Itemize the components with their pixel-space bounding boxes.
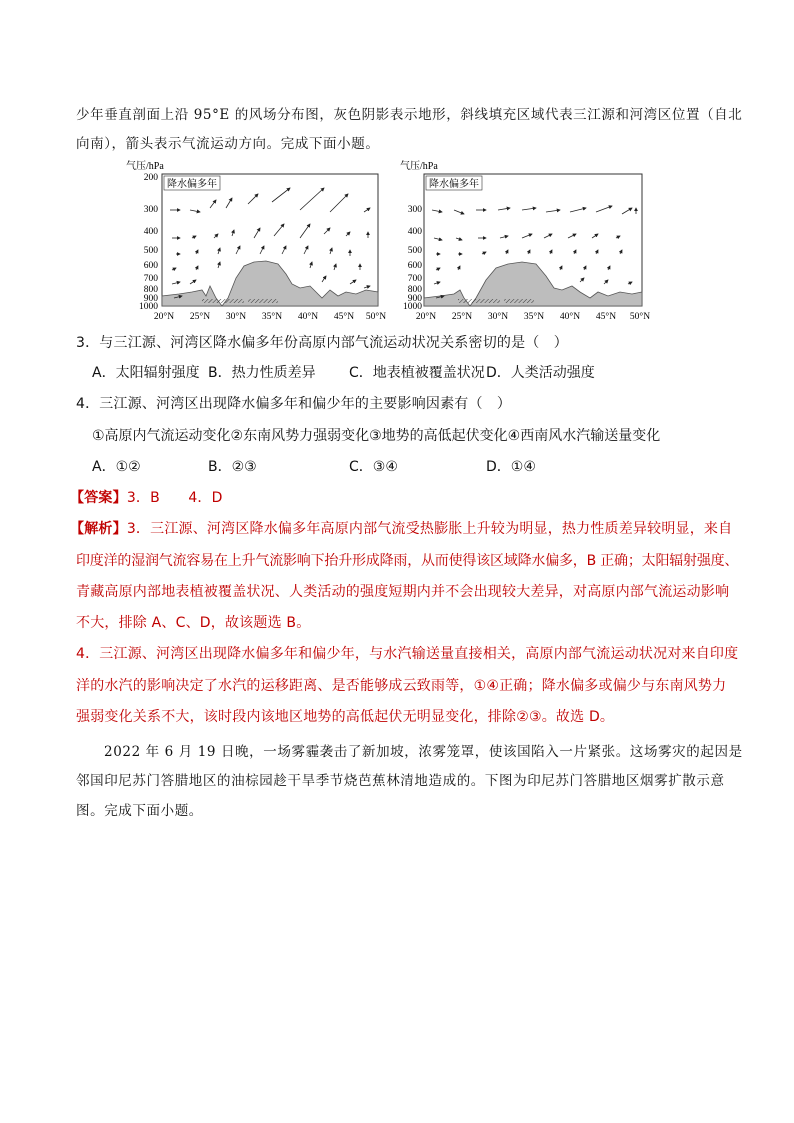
y-tick: 600 [143, 261, 158, 271]
x-tick: 45°N [333, 312, 355, 322]
question-4-option-b[interactable]: B．②③ [208, 459, 257, 475]
x-tick: 30°N [225, 312, 247, 322]
question-4-factors: ①高原内气流运动变化②东南风势力强弱变化③地势的高低起伏变化④西南风水汽输送量变化 [92, 428, 661, 444]
answer-text: 3．B 4．D [126, 490, 223, 506]
question-4-option-a[interactable]: A．①② [92, 459, 141, 475]
analysis-line-1 [70, 518, 732, 538]
x-tick: 25°N [451, 312, 473, 322]
y-tick-labels [403, 205, 422, 312]
y-axis-label: 气压/hPa [126, 161, 164, 172]
y-tick: 900 [143, 294, 158, 304]
x-tick: 50°N [629, 312, 651, 322]
question-3-option-a[interactable]: A．太阳辐射强度 [92, 365, 200, 381]
hatched-region [202, 299, 244, 303]
x-tick: 35°N [261, 312, 283, 322]
x-tick-labels [154, 311, 386, 322]
intro-line-2: 向南），箭头表示气流运动方向。完成下面小题。 [76, 136, 380, 152]
y-tick: 700 [143, 274, 158, 284]
question-4-option-c[interactable]: C．③④ [349, 459, 398, 475]
analysis-text-1: 3．三江源、河湾区降水偏多年高原内部气流受热膨胀上升较为明显，热力性质差异较明显，来自 [126, 521, 733, 537]
question-3-option-d[interactable]: D．人类活动强度 [486, 365, 595, 381]
analysis-line-4: 不大，排除 A、C、D，故该题选 B。 [76, 615, 311, 631]
inset-label: 降水偏多年 [167, 179, 217, 190]
question-4-option-d[interactable]: D．①④ [486, 459, 536, 475]
hatched-region [248, 299, 278, 303]
answer-line [70, 487, 223, 507]
analysis-line-2: 印度洋的湿润气流容易在上升气流影响下抬升形成降雨，从而使得该区域降水偏多，B 正确；太阳辐射强度、 [76, 553, 739, 569]
inset-label: 降水偏多年 [429, 179, 479, 190]
x-tick: 40°N [559, 312, 581, 322]
x-tick-labels [416, 311, 650, 322]
x-tick: 25°N [189, 312, 211, 322]
question-3-option-b[interactable]: B．热力性质差异 [208, 365, 316, 381]
y-tick: 300 [407, 205, 422, 215]
y-tick: 1000 [403, 302, 422, 312]
passage-line-2: 邻国印尼苏门答腊地区的油棕园趁干旱季节烧芭蕉林清地造成的。下图为印尼苏门答腊地区烟雾扩散示意 [76, 773, 725, 789]
x-tick: 40°N [297, 312, 319, 322]
y-tick: 500 [407, 246, 422, 256]
y-tick: 400 [143, 227, 158, 237]
x-tick: 45°N [595, 312, 617, 322]
x-tick: 20°N [415, 312, 437, 322]
y-tick: 300 [143, 205, 158, 215]
y-tick: 800 [143, 285, 158, 295]
y-tick: 700 [407, 274, 422, 284]
hatched-region [458, 299, 500, 303]
x-tick: 20°N [153, 312, 175, 322]
passage-line-1: 2022 年 6 月 19 日晚，一场雾霾袭击了新加坡，浓雾笼罩，使该国陷入一片紧张。这场雾灾的起因是 [104, 744, 743, 760]
analysis-line-7: 强弱变化关系不大，该时段内该地区地势的高低起伏无明显变化，排除②③。故选 D。 [76, 709, 615, 725]
x-tick: 50°N [365, 312, 387, 322]
passage-line-3: 图。完成下面小题。 [76, 803, 203, 819]
answer-tag: 【答案】 [70, 490, 127, 506]
x-tick: 35°N [523, 312, 545, 322]
question-4-stem: 4．三江源、河湾区出现降水偏多年和偏少年的主要影响因素有（ ） [76, 396, 512, 412]
analysis-line-3: 青藏高原内部地表植被覆盖状况、人类活动的强度短期内并不会出现较大差异，对高原内部气流运动影响 [76, 584, 730, 600]
y-tick: 1000 [139, 302, 158, 312]
wind-profile-figure-left [124, 158, 387, 322]
y-tick: 200 [143, 173, 158, 183]
y-axis-label: 气压/hPa [400, 161, 438, 172]
hatched-region [504, 299, 534, 303]
y-tick: 600 [407, 261, 422, 271]
analysis-line-5: 4．三江源、河湾区出现降水偏多年和偏少年，与水汽输送量直接相关，高原内部气流运动状况对来自印度 [76, 646, 739, 662]
question-3-option-c[interactable]: C．地表植被覆盖状况 [349, 365, 485, 381]
y-tick: 400 [407, 227, 422, 237]
x-tick: 30°N [487, 312, 509, 322]
analysis-line-6: 洋的水汽的影响决定了水汽的运移距离、是否能够成云致雨等，①④正确；降水偏多或偏少与东南风势力 [76, 678, 727, 694]
y-tick: 900 [407, 294, 422, 304]
question-3-stem: 3．与三江源、河湾区降水偏多年份高原内部气流运动状况关系密切的是（ ） [76, 335, 568, 351]
analysis-tag: 【解析】 [70, 521, 127, 537]
y-tick: 800 [407, 285, 422, 295]
intro-line-1: 少年垂直剖面上沿 95°E 的风场分布图，灰色阴影表示地形，斜线填充区域代表三江源和河湾区位置（自北 [76, 107, 743, 123]
wind-profile-figure-right [396, 158, 660, 322]
y-tick: 500 [143, 246, 158, 256]
y-tick-labels [139, 173, 158, 312]
